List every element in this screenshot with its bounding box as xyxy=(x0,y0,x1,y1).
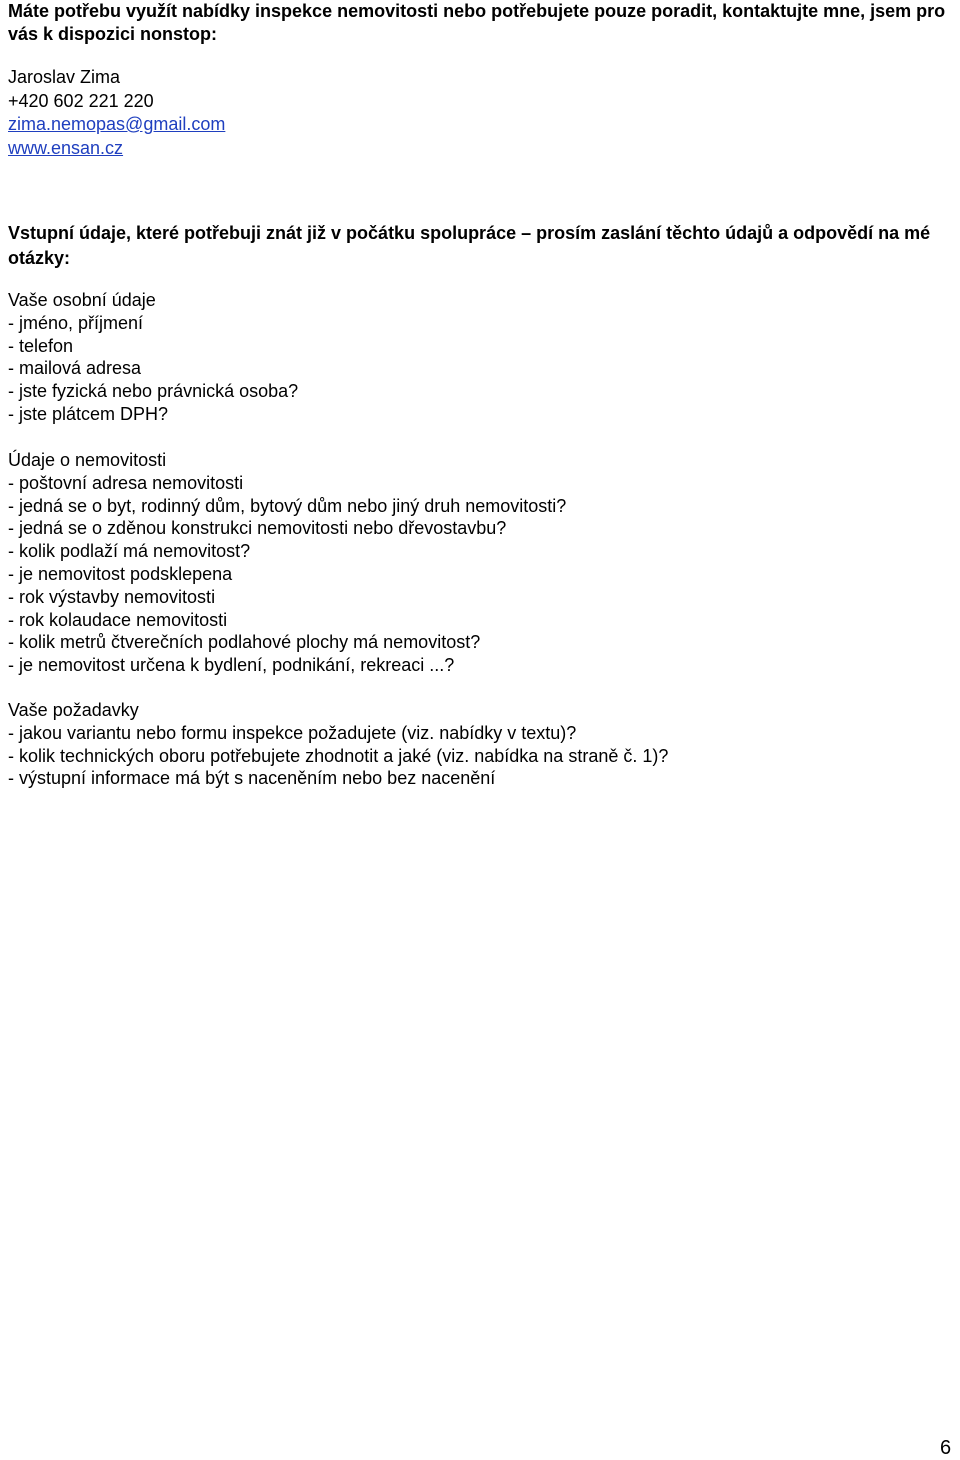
list-item: - jedná se o byt, rodinný dům, bytový dům nebo jiný druh nemovitosti? xyxy=(8,495,567,516)
contact-block xyxy=(8,66,225,160)
list-item: - jste plátcem DPH? xyxy=(8,403,169,424)
list-item: - výstupní informace má být s naceněním nebo bez nacenění xyxy=(8,768,496,789)
property-data-title: Údaje o nemovitosti xyxy=(8,450,167,470)
list-item: - poštovní adresa nemovitosti xyxy=(8,472,244,493)
list-item: - kolik technických oboru potřebujete zhodnotit a jaké (viz. nabídka na straně č. 1)? xyxy=(8,745,669,766)
personal-data-title: Vaše osobní údaje xyxy=(8,290,156,310)
list-item: - jméno, příjmení xyxy=(8,312,144,333)
list-item: - jste fyzická nebo právnická osoba? xyxy=(8,381,299,402)
intro-paragraph: Máte potřebu využít nabídky inspekce nemovitosti nebo potřebujete pouze poradit, kontaktujte mne, jsem pro vás k dispozici nonstop: xyxy=(8,1,946,44)
list-item: - je nemovitost určena k bydlení, podnikání, rekreaci ...? xyxy=(8,655,455,676)
list-item: - jakou variantu nebo formu inspekce požadujete (viz. nabídky v textu)? xyxy=(8,722,577,743)
contact-website-link[interactable]: www.ensan.cz xyxy=(8,137,124,158)
list-item: - kolik metrů čtverečních podlahové plochy má nemovitost? xyxy=(8,632,481,653)
list-item: - telefon xyxy=(8,335,74,356)
page-number: 6 xyxy=(940,1437,952,1459)
personal-data-section xyxy=(8,289,298,426)
list-item: - mailová adresa xyxy=(8,358,142,379)
requirements-heading: Vstupní údaje, které potřebuji znát již v počátku spolupráce – prosím zaslání těchto údajů a odpovědí na mé otázky: xyxy=(8,223,931,268)
requests-title: Vaše požadavky xyxy=(8,700,139,720)
list-item: - rok kolaudace nemovitosti xyxy=(8,609,228,630)
contact-name: Jaroslav Zima xyxy=(8,67,121,87)
list-item: - rok výstavby nemovitosti xyxy=(8,586,216,607)
list-item: - jedná se o zděnou konstrukci nemovitosti nebo dřevostavbu? xyxy=(8,518,507,539)
list-item: - kolik podlaží má nemovitost? xyxy=(8,541,251,562)
contact-email-link[interactable]: zima.nemopas@gmail.com xyxy=(8,114,226,134)
property-data-section xyxy=(8,449,566,677)
contact-phone: +420 602 221 220 xyxy=(8,90,154,111)
list-item: - je nemovitost podsklepena xyxy=(8,563,233,584)
requests-section xyxy=(8,699,668,790)
